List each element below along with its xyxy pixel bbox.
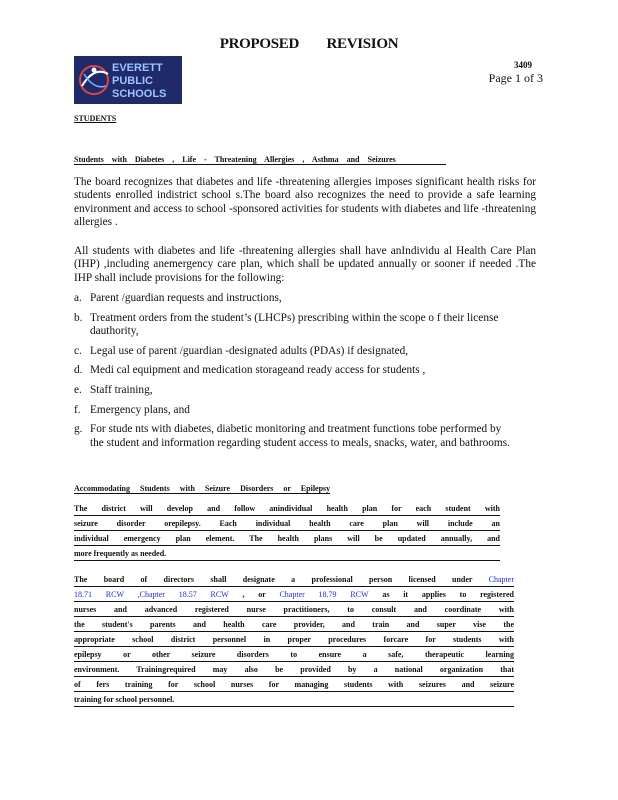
list-text: Staff training, — [90, 384, 153, 397]
list-item — [74, 345, 514, 358]
list-letter: e. — [74, 384, 82, 397]
text-line — [74, 647, 514, 662]
list-text: Parent /guardian requests and instructions, — [90, 292, 282, 304]
text-segment: epilepsy or other seizure disorders to ensure a safe, therapeutic learning — [74, 650, 514, 659]
section-label: STUDENTS — [74, 114, 117, 123]
list-item — [74, 404, 514, 417]
logo-line-2: PUBLIC — [112, 75, 153, 87]
rcw-reference-link[interactable]: 18.71 RCW ,Chapter 18.57 RCW — [74, 590, 229, 599]
text-line — [74, 572, 514, 587]
list-text: Emergency plans, and — [90, 403, 190, 416]
list-letter: c. — [74, 344, 82, 357]
list-text: Legal use of parent /guardian -designated adults (PDAs) if designated, — [90, 344, 409, 357]
logo-line-1: EVERETT — [112, 62, 163, 74]
document-title: PROPOSED REVISION — [219, 36, 399, 52]
list-letter: g. — [74, 423, 83, 436]
text-line: The district will develop and follow anindividual health plan for each student with — [74, 501, 500, 516]
list-item — [74, 364, 514, 377]
text-line: individual emergency plan element. The health plans will be updated annually, and — [74, 531, 500, 546]
provisions-list — [74, 292, 514, 456]
text-segment: , or — [228, 590, 280, 599]
seizure-plan-paragraph — [74, 501, 500, 561]
rcw-reference-link[interactable]: Chapter — [488, 575, 514, 584]
text-line — [74, 617, 514, 632]
text-segment: as it applies to registered — [368, 590, 514, 599]
text-segment: the student's parents and health care provider, and train and super vise the — [74, 620, 514, 629]
text-segment: The board of directors shall designate a professional person licensed under — [74, 575, 489, 584]
text-line — [74, 677, 514, 692]
policy-number: 3409 — [514, 60, 532, 70]
list-item — [74, 423, 514, 450]
list-text: For stude nts with diabetes, diabetic monitoring and treatment functions tobe performed by the student and information regarding student access to meals, snacks, water, and bathrooms. — [90, 423, 510, 449]
text-line: seizure disorder orepilepsy. Each individual health care plan will include an — [74, 516, 500, 531]
list-letter: d. — [74, 364, 83, 377]
list-letter: f. — [74, 403, 81, 416]
text-line — [74, 587, 514, 602]
text-segment: environment. Trainingrequired may also be provided by a national organization that — [74, 665, 514, 674]
seizure-subheading: Accommodating Students with Seizure Disorders or Epilepsy — [74, 484, 331, 493]
list-item — [74, 384, 514, 397]
list-text: Medi cal equipment and medication storageand ready access for students , — [90, 364, 426, 377]
list-text: Treatment orders from the student’s (LHCPs) prescribing within the scope o f their license dauthority, — [90, 311, 499, 337]
text-line — [74, 632, 514, 647]
page-indicator: Page 1 of 3 — [488, 71, 543, 85]
text-segment: appropriate school district personnel in proper procedures forcare for students with — [74, 635, 514, 644]
logo-line-3: SCHOOLS — [112, 88, 167, 100]
text-line: more frequently as needed. — [74, 546, 500, 561]
everett-public-schools-logo — [74, 56, 182, 104]
topic-heading: Students with Diabetes , Life - Threatening Allergies , Asthma and Seizures — [74, 155, 446, 165]
ihp-paragraph: All students with diabetes and life -threatening allergies shall have anIndividu al Health Care Plan (IHP) ,including anemergency care plan, which shall be updated annually or sooner if needed .The IHP shall include provisions for the following: — [74, 245, 536, 284]
list-letter: a. — [74, 292, 82, 304]
list-letter: b. — [74, 311, 83, 324]
text-line — [74, 602, 514, 617]
text-segment: of fers training for school nurses for managing students with seizures and seizure — [74, 680, 514, 689]
rcw-reference-link[interactable]: Chapter 18.79 RCW — [279, 590, 369, 599]
list-item — [74, 312, 514, 339]
text-segment: nurses and advanced registered nurse practitioners, to consult and coordinate with — [74, 605, 514, 614]
logo-graphic — [74, 56, 182, 104]
list-item — [74, 292, 514, 305]
intro-paragraph: The board recognizes that diabetes and life -threatening allergies imposes significant health risks for students enrolled indistrict school s.The board also recognizes the need to provide a safe learning environment and access to school -sponsored activities for students with diabetes and life -threatening allergies . — [74, 176, 536, 228]
text-line — [74, 662, 514, 677]
board-designation-paragraph — [74, 572, 514, 707]
text-segment: training for school personnel. — [74, 695, 175, 704]
text-line — [74, 692, 514, 707]
